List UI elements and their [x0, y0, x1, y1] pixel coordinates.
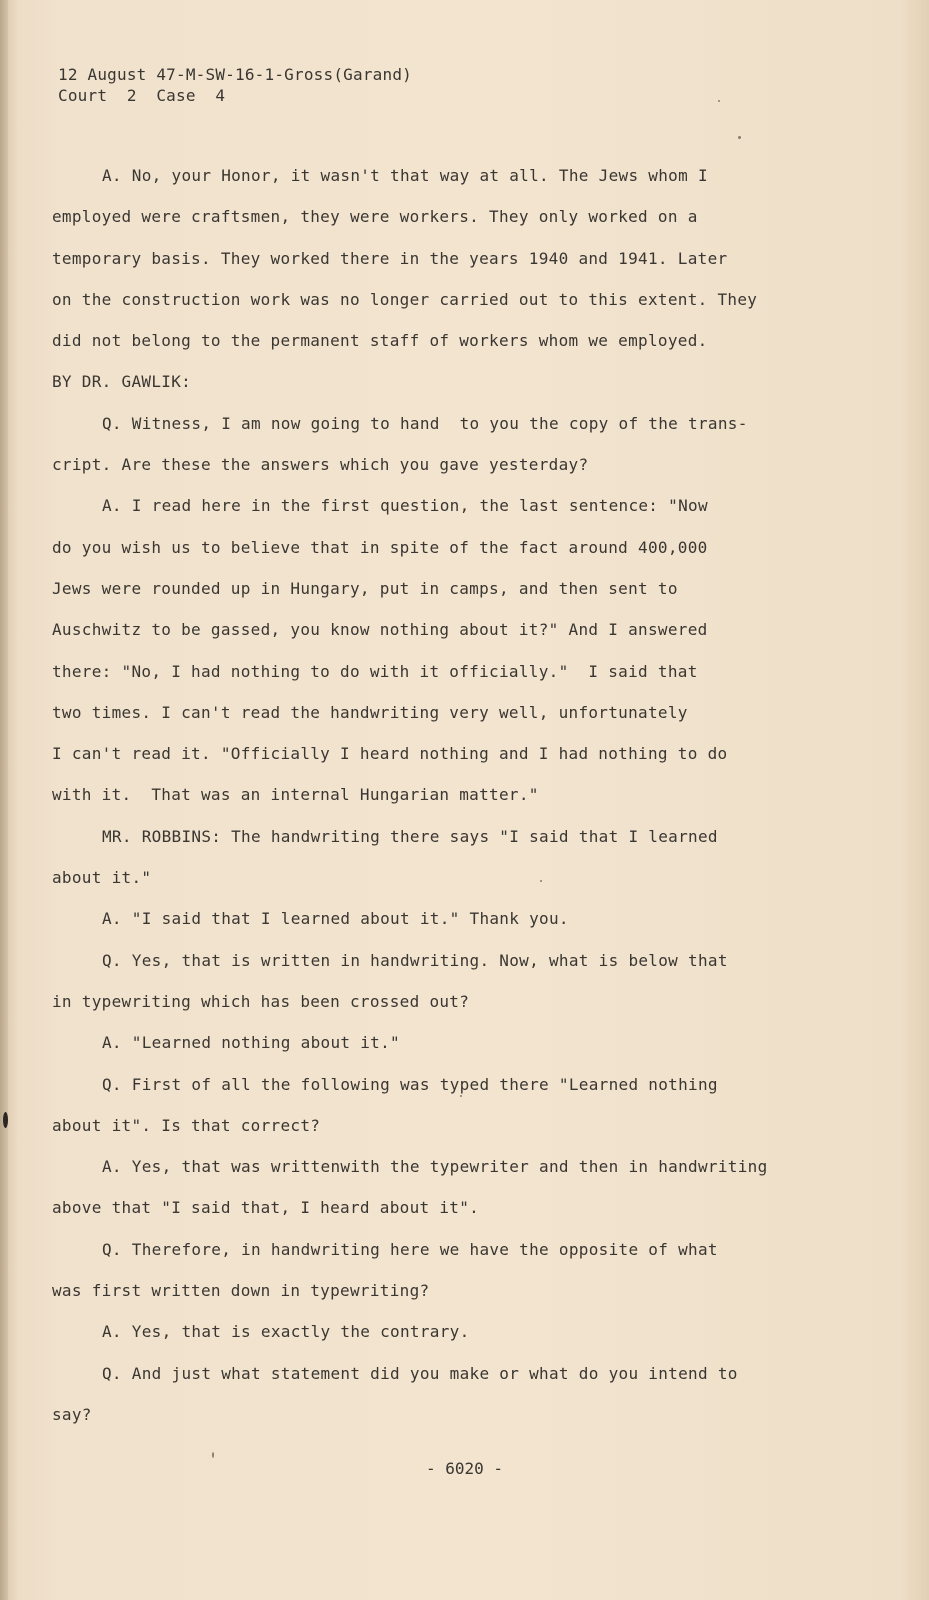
transcript-line: Q. Yes, that is written in handwriting. Now, what is below that — [102, 950, 728, 970]
paper-speck — [718, 100, 720, 102]
transcript-line: A. Yes, that was writtenwith the typewriter and then in handwriting — [102, 1157, 768, 1177]
transcript-line: I can't read it. "Officially I heard nothing and I had nothing to do — [52, 744, 728, 764]
transcript-line: was first written down in typewriting? — [52, 1281, 430, 1301]
transcript-line: with it. That was an internal Hungarian matter." — [52, 785, 539, 805]
transcript-line: two times. I can't read the handwriting very well, unfortunately — [52, 702, 688, 722]
page-number: - 6020 - — [425, 1459, 504, 1478]
transcript-body — [52, 162, 882, 1442]
transcript-line: A. "Learned nothing about it." — [102, 1033, 400, 1053]
transcript-line: temporary basis. They worked there in the years 1940 and 1941. Later — [52, 248, 728, 268]
transcript-line: do you wish us to believe that in spite of the fact around 400,000 — [52, 537, 708, 557]
transcript-line: MR. ROBBINS: The handwriting there says "I said that I learned — [102, 826, 718, 846]
paper-speck — [460, 1095, 462, 1097]
transcript-line: Q. First of all the following was typed there "Learned nothing — [102, 1074, 718, 1094]
paper-speck — [3, 1112, 8, 1128]
transcript-line: say? — [52, 1404, 92, 1424]
transcript-line: did not belong to the permanent staff of workers whom we employed. — [52, 331, 708, 351]
transcript-line: Auschwitz to be gassed, you know nothing about it?" And I answered — [52, 620, 708, 640]
header-date-reference: 12 August 47-M-SW-16-1-Gross(Garand) — [58, 65, 412, 84]
transcript-line: A. Yes, that is exactly the contrary. — [102, 1322, 470, 1342]
document-header — [58, 64, 412, 106]
transcript-line: on the construction work was no longer carried out to this extent. They — [52, 289, 758, 309]
paper-speck — [540, 880, 542, 882]
transcript-line: cript. Are these the answers which you gave yesterday? — [52, 455, 589, 475]
transcript-line: Jews were rounded up in Hungary, put in camps, and then sent to — [52, 578, 678, 598]
transcript-line: Q. Witness, I am now going to hand to you the copy of the trans- — [102, 413, 748, 433]
transcript-line: BY DR. GAWLIK: — [52, 372, 192, 392]
transcript-line: employed were craftsmen, they were workers. They only worked on a — [52, 207, 698, 227]
transcript-line: A. "I said that I learned about it." Thank you. — [102, 909, 569, 929]
transcript-line: about it." — [52, 868, 152, 888]
transcript-line: about it". Is that correct? — [52, 1115, 321, 1135]
transcript-line: in typewriting which has been crossed out? — [52, 991, 470, 1011]
paper-speck — [212, 1452, 214, 1458]
transcript-line: A. I read here in the first question, the last sentence: "Now — [102, 496, 708, 516]
transcript-line: there: "No, I had nothing to do with it officially." I said that — [52, 661, 698, 681]
page-left-edge — [0, 0, 8, 1600]
transcript-line: Q. Therefore, in handwriting here we have the opposite of what — [102, 1239, 718, 1259]
transcript-line: Q. And just what statement did you make or what do you intend to — [102, 1363, 738, 1383]
paper-speck — [738, 136, 741, 139]
header-court-case: Court 2 Case 4 — [58, 86, 226, 105]
transcript-line: above that "I said that, I heard about it". — [52, 1198, 480, 1218]
transcript-line: A. No, your Honor, it wasn't that way at all. The Jews whom I — [102, 166, 708, 185]
